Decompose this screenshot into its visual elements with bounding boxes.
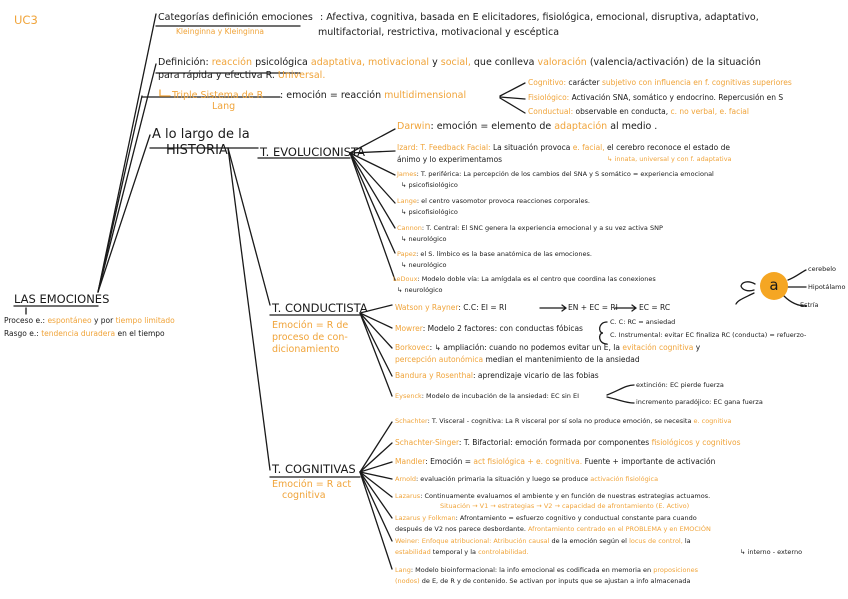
cognitivas-sub2: cognitiva bbox=[282, 490, 326, 501]
cond-mowrer-c1: C. C: RC = ansiedad bbox=[610, 318, 676, 326]
proceso-label: Proceso e.: bbox=[4, 316, 46, 325]
cond-eysenck-c1: extinción: EC pierde fuerza bbox=[636, 381, 724, 389]
triple-author: Lang bbox=[212, 101, 236, 112]
line-root-historia bbox=[98, 135, 150, 292]
evol-papez-text: : el S. límbico es la base anatómica de las emociones. bbox=[416, 250, 592, 258]
cog-weiner-end: la bbox=[684, 537, 691, 545]
cog-weiner-l2-b: temporal y la bbox=[432, 548, 476, 556]
cog-arnold-acc: activación fisiológica bbox=[590, 475, 659, 483]
cond-watson-text: : C.C: EI = RI bbox=[458, 303, 507, 312]
cog-weiner-l2 bbox=[395, 548, 528, 556]
evol-james-author: James bbox=[397, 170, 417, 178]
triple-text-acc: multidimensional bbox=[384, 90, 467, 101]
evol-papez bbox=[397, 250, 592, 258]
cog-lazfolk-l2-text: después de V2 nos parece desbordante. bbox=[395, 525, 526, 533]
evol-cannon-text: : T. Central: El SNC genera la experiencia emocional y a su vez activa SNP bbox=[421, 224, 663, 232]
cog-mandler-end: Fuente + importante de activación bbox=[584, 457, 716, 466]
evol-papez-l2: ↳ neurológico bbox=[401, 261, 447, 269]
corner-label: UC3 bbox=[14, 13, 38, 27]
evol-izard-text: : T. Feedback Facial: bbox=[415, 143, 491, 152]
cog-weiner-author: Weiner bbox=[395, 537, 418, 545]
evol-lange-author: Lange bbox=[397, 197, 417, 205]
definicion-line2-acc: Universal. bbox=[277, 70, 326, 81]
amygdala-node-hipotalamo: Hipotálamo bbox=[808, 283, 846, 291]
definicion-p7: valoración bbox=[537, 57, 587, 68]
cond-bandura-author: Bandura y Rosenthal bbox=[395, 371, 474, 380]
cog-lang-l2-text: de E, de R y de contenido. Se activan por inputs que se ajustan a info almacenada bbox=[421, 577, 691, 585]
triple-text bbox=[280, 90, 466, 101]
evol-lange-text: : el centro vasomotor provoca reacciones corporales. bbox=[416, 197, 590, 205]
line-root-definicion bbox=[98, 64, 156, 292]
evol-james bbox=[397, 170, 714, 178]
evol-ledoux-l2: ↳ neurológico bbox=[397, 286, 443, 294]
evol-darwin-author: Darwin bbox=[397, 121, 431, 132]
triple-cog-acc: subjetivo con influencia en f. cognitivas superiores bbox=[601, 78, 792, 87]
cog-weiner-text: : Enfoque atribucional: bbox=[417, 537, 492, 545]
cog-lazarus-text: : Continuamente evaluamos el ambiente y en función de nuestras estrategias actuamos. bbox=[420, 492, 711, 500]
cond-borkovec bbox=[395, 343, 700, 352]
cog-mandler-acc: act fisiológica + e. cognitiva. bbox=[473, 457, 583, 466]
categorias-title: Categorías definición emociones bbox=[158, 12, 313, 23]
triple-text-main: : emoción = reacción bbox=[280, 90, 382, 101]
cog-lazarus bbox=[395, 492, 710, 500]
definicion-p1: reacción bbox=[211, 57, 253, 68]
definicion-p5: social, bbox=[440, 57, 471, 68]
proceso-val2: tiempo limitado bbox=[115, 316, 175, 325]
evol-cannon bbox=[397, 224, 663, 232]
conductista-sub2: proceso de con- bbox=[272, 332, 348, 343]
definicion-p8: (valencia/activación) de la situación bbox=[589, 57, 761, 68]
evol-izard-text2: La situación provoca bbox=[492, 143, 571, 152]
definicion-p6: que conlleva bbox=[473, 57, 535, 68]
cond-borkovec-l2 bbox=[395, 355, 640, 364]
evol-james-l2: ↳ psicofisiológico bbox=[401, 181, 458, 189]
line-historia-cog bbox=[228, 148, 270, 470]
cond-borkovec-text2: y bbox=[695, 343, 701, 352]
cog-lazarus-author: Lazarus bbox=[395, 492, 421, 500]
cond-eysenck bbox=[395, 392, 579, 400]
cond-eysenck-c2: incremento paradójico: EC gana fuerza bbox=[636, 398, 763, 406]
cog-lazfolk bbox=[395, 514, 697, 522]
cog-arnold-text: : evaluación primaria la situación y luego se produce bbox=[416, 475, 589, 483]
cog-ss-text: : T. Bifactorial: emoción formada por componentes bbox=[458, 438, 650, 447]
line-root-triple bbox=[98, 96, 142, 292]
cond-borkovec-l2-text: median el mantenimiento de la ansiedad bbox=[485, 355, 640, 364]
evol-izard-end: el cerebro reconoce el estado de bbox=[607, 143, 730, 152]
evol-lange bbox=[397, 197, 590, 205]
line-triple-cog bbox=[500, 83, 525, 96]
triple-conductual bbox=[528, 107, 749, 116]
cog-lazfolk-author: Lazarus y Folkman bbox=[395, 514, 456, 522]
triple-cognitivo bbox=[528, 78, 792, 87]
rasgo-line bbox=[4, 329, 165, 338]
proceso-val1: espontáneo bbox=[47, 316, 92, 325]
evol-cannon-author: Cannon bbox=[397, 224, 422, 232]
cog-ss-acc: fisiológicos y cognitivos bbox=[651, 438, 741, 447]
proceso-mid: y por bbox=[93, 316, 114, 325]
cog-weiner-l2-c: controlabilidad. bbox=[478, 548, 529, 556]
categorias-desc2: multifactorial, restrictiva, motivacional y escéptica bbox=[318, 27, 560, 38]
categorias-desc1: : Afectiva, cognitiva, basada en E elicitadores, fisiológica, emocional, disruptiva, adaptativo, bbox=[320, 12, 759, 23]
historia-line1: A lo largo de la bbox=[152, 127, 250, 142]
amygdala-circle: a bbox=[760, 272, 788, 300]
evol-darwin bbox=[397, 121, 657, 132]
amygdala-node-estria: Estría bbox=[800, 301, 819, 309]
cog-schachter-text: : T. Visceral - cognitiva: La R visceral por sí sola no produce emoción, se necesita bbox=[427, 417, 692, 425]
triple-fis-head: Fisiológico: bbox=[528, 93, 570, 102]
cog-schachter-singer bbox=[395, 438, 741, 447]
cond-mowrer bbox=[395, 324, 583, 333]
evol-darwin-end: al medio . bbox=[610, 121, 658, 132]
triple-fis-text: Activación SNA, somático y endocrino. Repercusión en S bbox=[571, 93, 784, 102]
cog-weiner-text2: de la emoción según el bbox=[551, 537, 627, 545]
cond-mowrer-author: Mowrer bbox=[395, 324, 423, 333]
evol-izard-l2b: ↳ innata, universal y con f. adaptativa bbox=[607, 155, 732, 163]
evol-lange-l2: ↳ psicofisiológico bbox=[401, 208, 458, 216]
cond-mowrer-c2: C. Instrumental: evitar EC finaliza RC (conducta) = refuerzo- bbox=[610, 331, 807, 339]
cog-lazfolk-l2 bbox=[395, 525, 711, 533]
rasgo-val: tendencia duradera bbox=[41, 329, 116, 338]
triple-fisiologico bbox=[528, 93, 783, 102]
triple-label: Triple Sistema de R bbox=[172, 90, 264, 101]
cog-schachter-acc: e. cognitiva bbox=[693, 417, 732, 425]
evol-james-text: : T. periférica: La percepción de los cambios del SNA y S somático = experiencia emocional bbox=[416, 170, 714, 178]
evol-ledoux-text: : Modelo doble vía: La amígdala es el centro que coordina las conexiones bbox=[417, 275, 656, 283]
categorias-authors: Kleinginna y Kleinginna bbox=[176, 27, 265, 36]
evol-izard bbox=[397, 143, 730, 152]
root-title: LAS EMOCIONES bbox=[14, 292, 110, 306]
rasgo-end: en el tiempo bbox=[117, 329, 165, 338]
cog-weiner bbox=[395, 537, 691, 545]
cond-borkovec-l2-acc: percepción autonómica bbox=[395, 355, 484, 364]
cog-arnold bbox=[395, 475, 658, 483]
cog-lang-acc: proposiciones bbox=[653, 566, 699, 574]
cond-borkovec-acc: evitación cognitiva bbox=[622, 343, 694, 352]
cog-schachter-author: Schachter bbox=[395, 417, 428, 425]
cog-ss-author: Schachter-Singer bbox=[395, 438, 459, 447]
cond-eysenck-author: Eysenck bbox=[395, 392, 422, 400]
cog-lazfolk-text: : Afrontamiento = esfuerzo cognitivo y conductual constante para cuando bbox=[455, 514, 697, 522]
triple-con-head: Conductual: bbox=[528, 107, 574, 116]
cog-lazfolk-l2-acc: Afrontamiento centrado en el PROBLEMA y en EMOCIÓN bbox=[527, 525, 711, 533]
cog-lang-l2 bbox=[395, 577, 690, 585]
cog-schachter bbox=[395, 417, 731, 425]
cog-weiner-l2d: ↳ interno - externo bbox=[740, 548, 803, 556]
cog-weiner-l2-a: estabilidad bbox=[395, 548, 431, 556]
evol-papez-author: Papez bbox=[397, 250, 417, 258]
cond-borkovec-text: : ↳ ampliación: cuando no podemos evitar un E, la bbox=[429, 343, 620, 352]
cognitivas-sub1: Emoción = R act bbox=[272, 479, 352, 490]
evol-cannon-l2: ↳ neurológico bbox=[401, 235, 447, 243]
cog-lazarus-l2: Situación → V1 → estrategias → V2 → capacidad de afrontamiento (E. Activo) bbox=[440, 502, 690, 510]
cog-mandler-text: : Emoción = bbox=[425, 457, 471, 466]
conductista-title: T. CONDUCTISTA bbox=[272, 301, 368, 315]
evol-darwin-acc: adaptación bbox=[554, 121, 608, 132]
cog-arnold-author: Arnold bbox=[395, 475, 417, 483]
cognitivas-title: T. COGNITIVAS bbox=[272, 462, 356, 476]
triple-con-text: observable en conducta, bbox=[575, 107, 669, 116]
cog-lang bbox=[395, 566, 698, 574]
evol-ledoux-author: LeDoux bbox=[393, 275, 418, 283]
cog-lang-text: : Modelo bioinformacional: la info emocional es codificada en memoria en bbox=[410, 566, 652, 574]
line-historia-cond bbox=[228, 148, 270, 305]
cond-watson-author: Watson y Rayner bbox=[395, 303, 459, 312]
evol-izard-acc: e. facial, bbox=[572, 143, 605, 152]
cond-borkovec-author: Borkovec bbox=[395, 343, 430, 352]
evol-izard-author: Izard bbox=[397, 143, 416, 152]
cond-watson-t3: EC = RC bbox=[639, 303, 671, 312]
definicion-p4: y bbox=[432, 57, 438, 68]
triple-cog-head: Cognitivo: bbox=[528, 78, 567, 87]
cog-lang-author: Lang bbox=[395, 566, 411, 574]
evol-darwin-text: : emoción = elemento de bbox=[430, 121, 552, 132]
definicion-line2-text: para rápida y efectiva R. bbox=[158, 70, 275, 81]
cog-lang-l2-acc: (nodos) bbox=[395, 577, 420, 585]
historia-line2: HISTORIA bbox=[166, 143, 228, 158]
amygdala-node-cerebelo: cerebelo bbox=[808, 265, 837, 273]
cond-bandura-text: : aprendizaje vicario de las fobias bbox=[473, 371, 599, 380]
evol-ledoux bbox=[393, 275, 656, 283]
definicion-p2: psicológica bbox=[255, 57, 308, 68]
definicion-line2 bbox=[158, 70, 325, 81]
definicion-label: Definición: bbox=[158, 57, 209, 68]
cond-watson bbox=[395, 303, 506, 312]
definicion-p3: adaptativa, motivacional bbox=[310, 57, 430, 68]
line-triple-con bbox=[500, 98, 525, 113]
cond-eysenck-text: : Modelo de incubación de la ansiedad: EC sin EI bbox=[421, 392, 580, 400]
cond-watson-t2: EN + EC = RI bbox=[568, 303, 618, 312]
rasgo-label: Rasgo e.: bbox=[4, 329, 39, 338]
cond-mowrer-text: : Modelo 2 factores: con conductas fóbicas bbox=[422, 324, 583, 333]
definicion-line1 bbox=[158, 57, 761, 68]
cog-weiner-acc: Atribución causal bbox=[493, 537, 550, 545]
evol-izard-l2: ánimo y lo experimentamos bbox=[397, 155, 503, 164]
proceso-line bbox=[4, 316, 175, 325]
conductista-sub3: dicionamiento bbox=[272, 344, 340, 355]
triple-con-acc: c. no verbal, e. facial bbox=[670, 107, 749, 116]
evolucionista-title: T. EVOLUCIONISTA bbox=[260, 145, 365, 159]
cog-mandler-author: Mandler bbox=[395, 457, 426, 466]
cog-weiner-acc2: locus de control, bbox=[629, 537, 683, 545]
line-triple-fis bbox=[500, 97, 525, 99]
cond-bandura bbox=[395, 371, 599, 380]
conductista-sub1: Emoción = R de bbox=[272, 320, 349, 331]
cog-mandler bbox=[395, 457, 715, 466]
triple-cog-text: carácter bbox=[568, 78, 600, 87]
